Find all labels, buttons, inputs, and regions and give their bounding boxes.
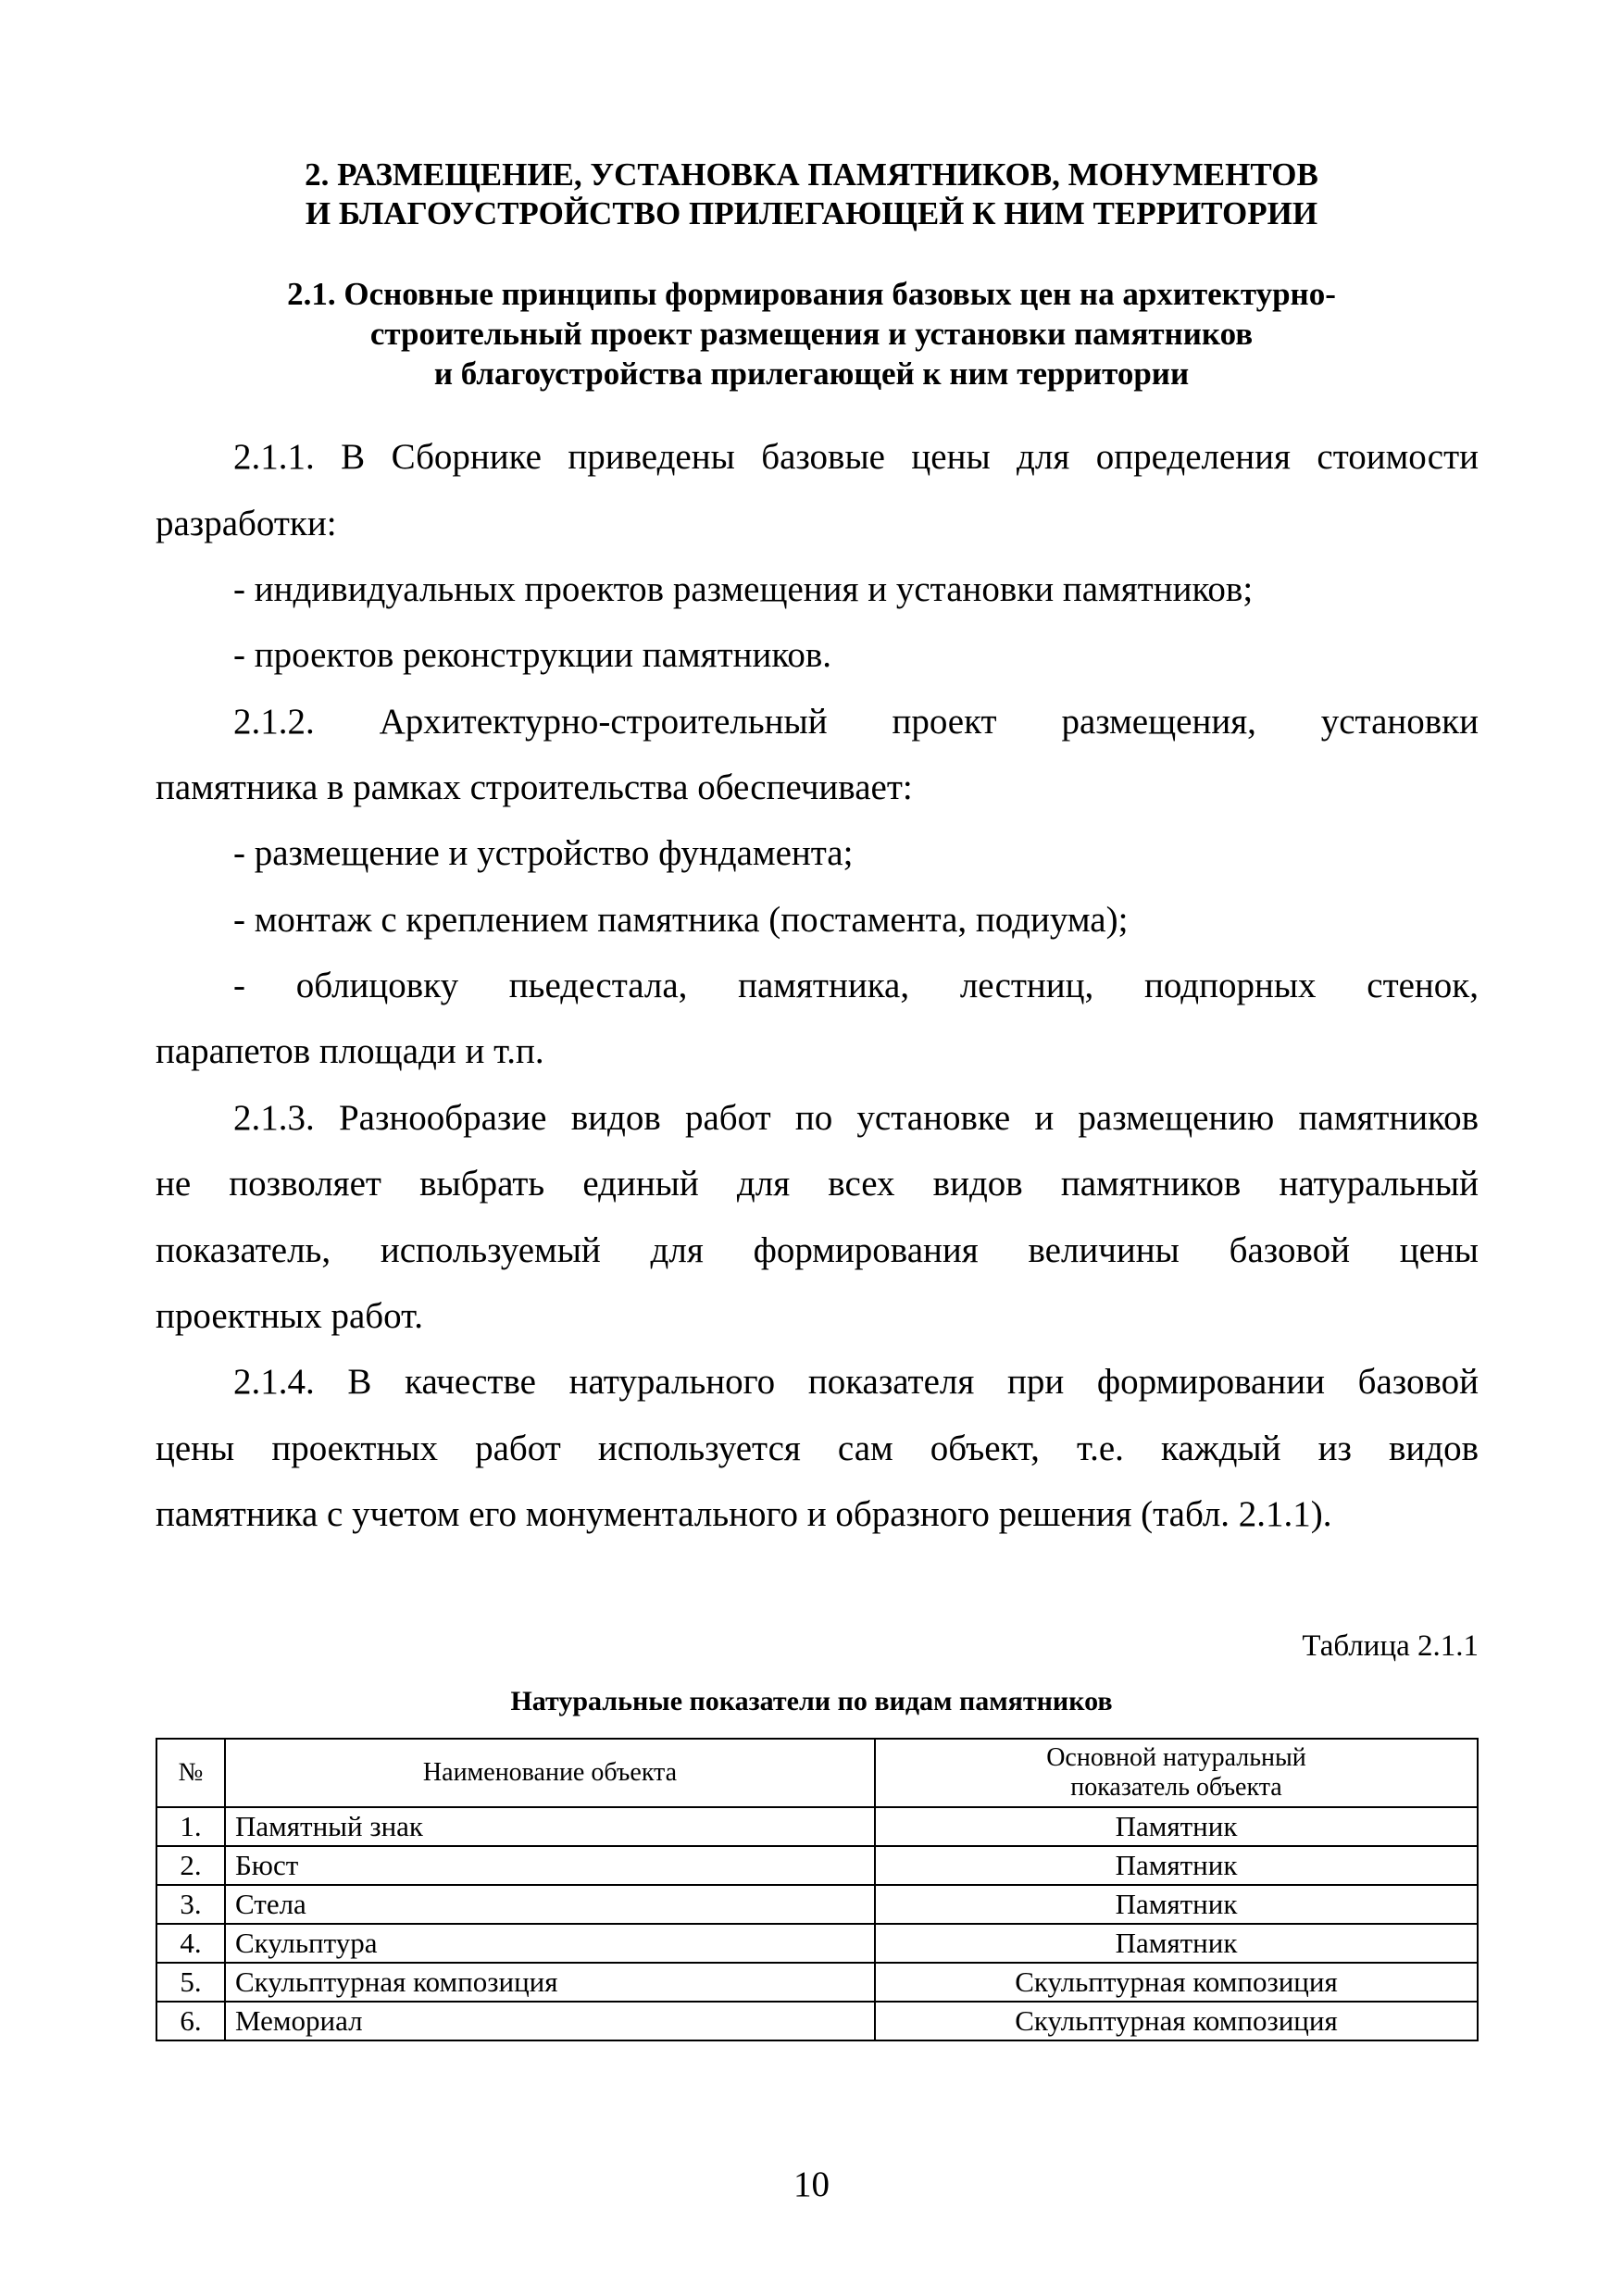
paragraph-2-1-4-line-3: памятника с учетом его монументального и образного решения (табл. 2.1.1). (156, 1494, 1332, 1534)
row-indicator: Скульптурная композиция (875, 1963, 1478, 2002)
row-indicator: Памятник (875, 1807, 1478, 1846)
table-caption: Таблица 2.1.1 (1302, 1629, 1479, 1663)
bullet-cladding-line-1: - облицовку пьедестала, памятника, лестниц, подпорных стенок, (233, 966, 1479, 1005)
paragraph-2-1-3-line-1: 2.1.3. Разнообразие видов работ по установке и размещению памятников (233, 1098, 1479, 1138)
table-row (156, 2002, 1478, 2040)
table-row (156, 1963, 1478, 2002)
row-object-name: Скульптура (225, 1924, 875, 1963)
paragraph-2-1-4-line-1: 2.1.4. В качестве натурального показателя при формировании базовой (233, 1362, 1479, 1402)
page-number: 10 (793, 2165, 830, 2204)
row-object-name: Бюст (225, 1846, 875, 1885)
section-title-line-1: 2. РАЗМЕЩЕНИЕ, УСТАНОВКА ПАМЯТНИКОВ, МОНУМЕНТОВ (305, 156, 1318, 193)
table-header-row (156, 1739, 1478, 1807)
row-indicator: Памятник (875, 1846, 1478, 1885)
row-object-name: Мемориал (225, 2002, 875, 2040)
paragraph-2-1-3-line-4: проектных работ. (156, 1296, 423, 1336)
row-number: 1. (156, 1807, 225, 1846)
table-row (156, 1846, 1478, 1885)
table-row (156, 1924, 1478, 1963)
table-title: Натуральные показатели по видам памятников (510, 1686, 1113, 1716)
row-number: 3. (156, 1885, 225, 1924)
paragraph-2-1-1-line-2: разработки: (156, 504, 337, 543)
bullet-cladding-line-2: парапетов площади и т.п. (156, 1031, 544, 1071)
table-row (156, 1807, 1478, 1846)
paragraph-2-1-1-line-1: 2.1.1. В Сборнике приведены базовые цены для определения стоимости (233, 437, 1479, 477)
table-row (156, 1885, 1478, 1924)
row-number: 2. (156, 1846, 225, 1885)
header-indicator-line-1: Основной натуральный (1046, 1743, 1306, 1772)
row-object-name: Памятный знак (225, 1807, 875, 1846)
subsection-title-line-1: 2.1. Основные принципы формирования базовых цен на архитектурно- (287, 276, 1336, 312)
subsection-title-line-3: и благоустройства прилегающей к ним территории (433, 356, 1190, 392)
row-indicator: Скульптурная композиция (875, 2002, 1478, 2040)
bullet-reconstruction-projects: - проектов реконструкции памятников. (233, 635, 832, 675)
header-indicator-line-2: показатель объекта (1070, 1773, 1282, 1802)
monuments-indicator-table (156, 1738, 1479, 2041)
bullet-individual-projects: - индивидуальных проектов размещения и установки памятников; (233, 569, 1254, 609)
header-object-name: Наименование объекта (225, 1739, 875, 1807)
bullet-mounting: - монтаж с креплением памятника (постамента, подиума); (233, 900, 1129, 940)
paragraph-2-1-3-line-3: показатель, используемый для формирования величины базовой цены (156, 1230, 1479, 1270)
paragraph-2-1-2-line-1: 2.1.2. Архитектурно-строительный проект размещения, установки (233, 702, 1479, 742)
row-number: 5. (156, 1963, 225, 2002)
header-number: № (156, 1739, 225, 1807)
row-object-name: Скульптурная композиция (225, 1963, 875, 2002)
row-indicator: Памятник (875, 1885, 1478, 1924)
row-number: 6. (156, 2002, 225, 2040)
bullet-foundation: - размещение и устройство фундамента; (233, 833, 854, 873)
paragraph-2-1-2-line-2: памятника в рамках строительства обеспечивает: (156, 767, 913, 807)
section-title-line-2: И БЛАГОУСТРОЙСТВО ПРИЛЕГАЮЩЕЙ К НИМ ТЕРРИТОРИИ (305, 195, 1318, 231)
subsection-title-line-2: строительный проект размещения и установки памятников (369, 316, 1254, 352)
header-indicator (875, 1739, 1478, 1807)
paragraph-2-1-4-line-2: цены проектных работ используется сам объект, т.е. каждый из видов (156, 1429, 1479, 1468)
row-indicator: Памятник (875, 1924, 1478, 1963)
paragraph-2-1-3-line-2: не позволяет выбрать единый для всех видов памятников натуральный (156, 1164, 1479, 1204)
row-object-name: Стела (225, 1885, 875, 1924)
row-number: 4. (156, 1924, 225, 1963)
